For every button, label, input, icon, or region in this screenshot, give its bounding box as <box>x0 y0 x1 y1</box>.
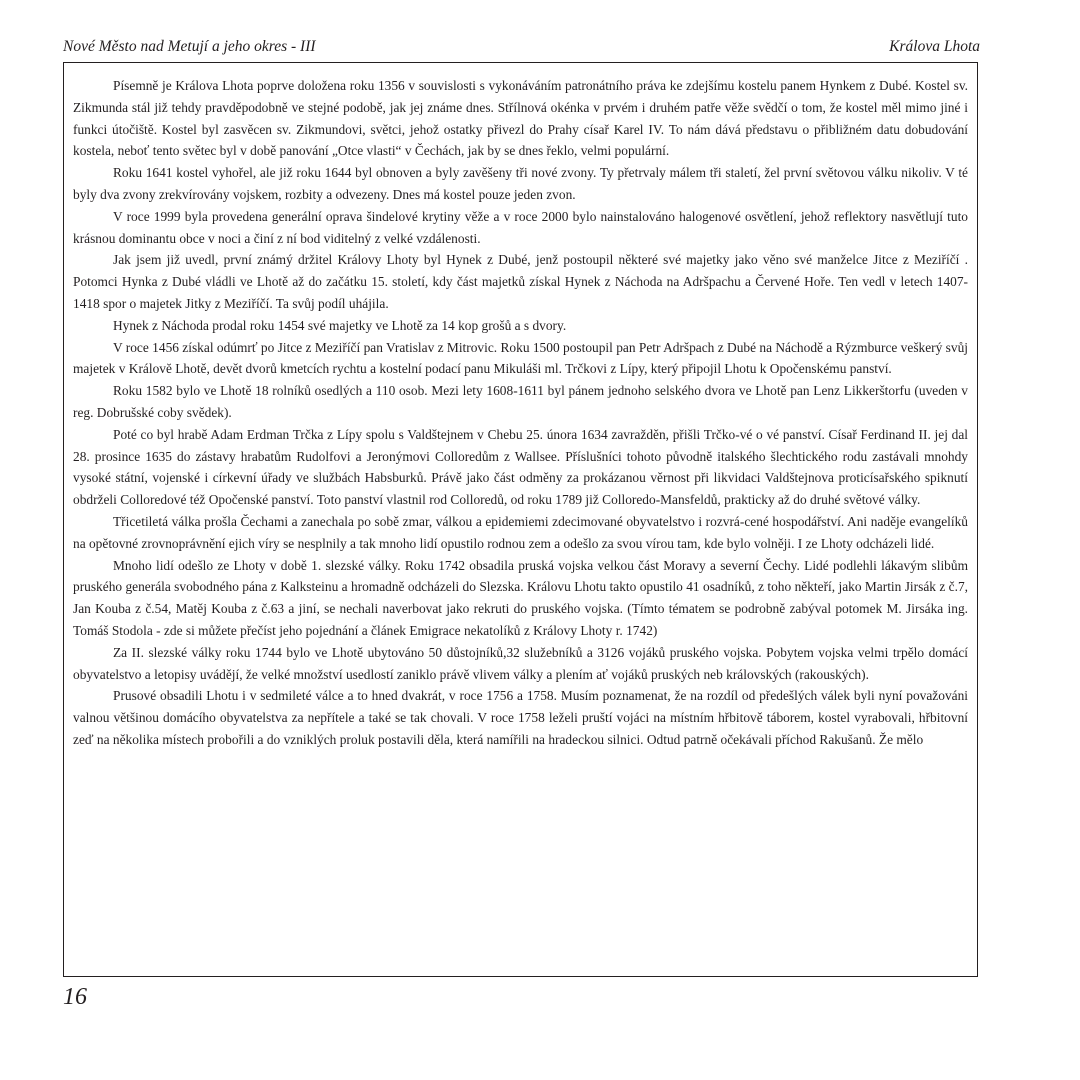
paragraph: Písemně je Králova Lhota poprve doložena roku 1356 v souvislosti s vykonáváním patronátního práva ke zdejšímu kostelu panem Hynkem z Dubé. Kostel sv. Zikmunda stál již tehdy pravděpodobně ve stejné podobě, jak jej známe dnes. Střílnová okénka v prvém i druhém patře věže svědčí o tom, že kostel měl mimo jiné i funkci útočiště. Kostel byl zasvěcen sv. Zikmundovi, světci, jehož ostatky přivezl do Prahy císař Karel IV. To nám dává představu o přibližném datu dobudování kostela, neboť tento světec byl v době panování „Otce vlasti“ v Čechách, jak by se dnes řeklo, velmi populární. <box>73 78 968 159</box>
paragraph: Jak jsem již uvedl, první známý držitel Královy Lhoty byl Hynek z Dubé, jenž postoupil některé své majetky jako věno své manželce Jitce z Meziříčí . Potomci Hynka z Dubé vládli ve Lhotě až do začátku 15. století, kdy část majetků získal Hynek z Náchoda na Adršpachu a Červené Hoře. Ten vedl v letech 1407-1418 spor o majetek Jitky z Meziříčí. Ta svůj podíl uhájila. <box>73 252 968 311</box>
paragraph: Třicetiletá válka prošla Čechami a zanechala po sobě zmar, válkou a epidemiemi zdecimované obyvatelstvo i rozvrá-cené hospodářství. Ani naděje evangelíků na opětovné zrovnoprávnění ejich víry se nesplnily a tak mnoho lidí opustilo rodnou zem a odešlo za svou vírou tam, kde bylo volněji. I ze Lhoty odcházeli lidé. <box>73 513 968 551</box>
page-number: 16 <box>63 984 87 1010</box>
text-frame <box>63 62 978 977</box>
paragraph: Mnoho lidí odešlo ze Lhoty v době 1. slezské války. Roku 1742 obsadila pruská vojska velkou část Moravy a severní Čechy. Lidé podlehli lákavým slibům pruského generála svobodného pána z Kalksteinu a hromadně odcházeli do Slezska. Královu Lhotu takto opustilo 41 osadníků, z toho někteří, jako Martin Jirsák z č.7, Jan Kouba z č.54, Matěj Kouba z č.63 a jiní, se nechali naverbovat jako rekruti do pruského vojska. (Tímto tématem se podrobně zabýval potomek M. Jirsáka ing. Tomáš Stodola - zde si můžete přečíst jeho pojednání a článek Emigrace nekatolíků z Královy Lhoty r. 1742) <box>73 557 968 638</box>
paragraph: Hynek z Náchoda prodal roku 1454 své majetky ve Lhotě za 14 kop grošů a s dvory. <box>113 317 567 333</box>
paragraph: Za II. slezské války roku 1744 bylo ve Lhotě ubytováno 50 důstojníků,32 služebníků a 3126 vojáků pruského vojska. Pobytem vojska velmi trpělo domácí obyvatelstvo a letopisy uvádějí, že velké množství usedlostí zaniklo právě vlivem války a plením ať vojáků pruských neb královských (rakouských). <box>73 644 968 682</box>
paragraph: Roku 1582 bylo ve Lhotě 18 rolníků osedlých a 110 osob. Mezi lety 1608-1611 byl pánem jednoho selského dvora ve Lhotě pan Lenz Likkerštorfu (uveden v reg. Dobrušské coby svědek). <box>73 383 968 420</box>
paragraph: Prusové obsadili Lhotu i v sedmileté válce a to hned dvakrát, v roce 1756 a 1758. Musím poznamenat, že na rozdíl od předešlých válek byli nyní považováni valnou většinou domácího obyvatelstva za nepřítele a také se tak chovali. V roce 1758 leželi pruští vojáci na místním hřbitově táborem, kostel vyrabovali, hřbitovní zeď na několika místech probořili a do vzniklých proluk postavili děla, která namířili na hradeckou silnici. Odtud patrně očekávali příchod Rakušanů. Že mělo <box>73 688 968 747</box>
paragraph: V roce 1456 získal odúmrť po Jitce z Meziříčí pan Vratislav z Mitrovic. Roku 1500 postoupil pan Petr Adršpach z Dubé na Náchodě a Rýzmburce veškerý svůj majetek v Královĕ Lhotě, devět dvorů kmetcích rychtu a kostelní podací panu Mikuláši ml. Trčkovi z Lípy, který připojil Lhotu k Opočenskému panství. <box>73 339 968 377</box>
paragraph: Poté co byl hrabě Adam Erdman Trčka z Lípy spolu s Valdštejnem v Chebu 25. února 1634 zavražděn, přišli Trčko-vé o vé panství. Císař Ferdinand II. jej dal 28. prosince 1635 do zástavy hrabatům Rudolfovi a Jeronýmovi Colloredům z Wallsee. Příslušníci tohoto původně italského šlechtického rodu zastávali mnohdy vysoké státní, vojenské i církevní úřady ve službách Habsburků. Právě jako část odměny za prokázanou věrnost při likvidaci Valdštejnova proticísařského spiknutí obdrželi Colloredové též Opočenské panství. Toto panství vlastnil rod Colloredů, od roku 1789 již Colloredo-Mansfeldů, prakticky až do druhé světové války. <box>73 426 968 508</box>
body-text <box>73 75 968 751</box>
chapter-title: Králova Lhota <box>889 38 980 55</box>
paragraph: V roce 1999 byla provedena generální oprava šindelové krytiny věže a v roce 2000 bylo nainstalováno halogenové osvětlení, jehož reflektory nasvětlují tuto krásnou dominantu obce v noci a činí z ní bod viditelný z velké vzdálenosti. <box>73 208 968 246</box>
paragraph: Roku 1641 kostel vyhořel, ale již roku 1644 byl obnoven a byly zavěšeny tři nové zvony. Ty přetrvaly málem tři staletí, žel první světovou válku nikoliv. V té byly dva zvony zrekvírovány vojskem, rozbity a odvezeny. Dnes má kostel pouze jeden zvon. <box>73 165 968 202</box>
book-title: Nové Město nad Metují a jeho okres - III <box>63 38 316 55</box>
running-header <box>63 38 980 60</box>
